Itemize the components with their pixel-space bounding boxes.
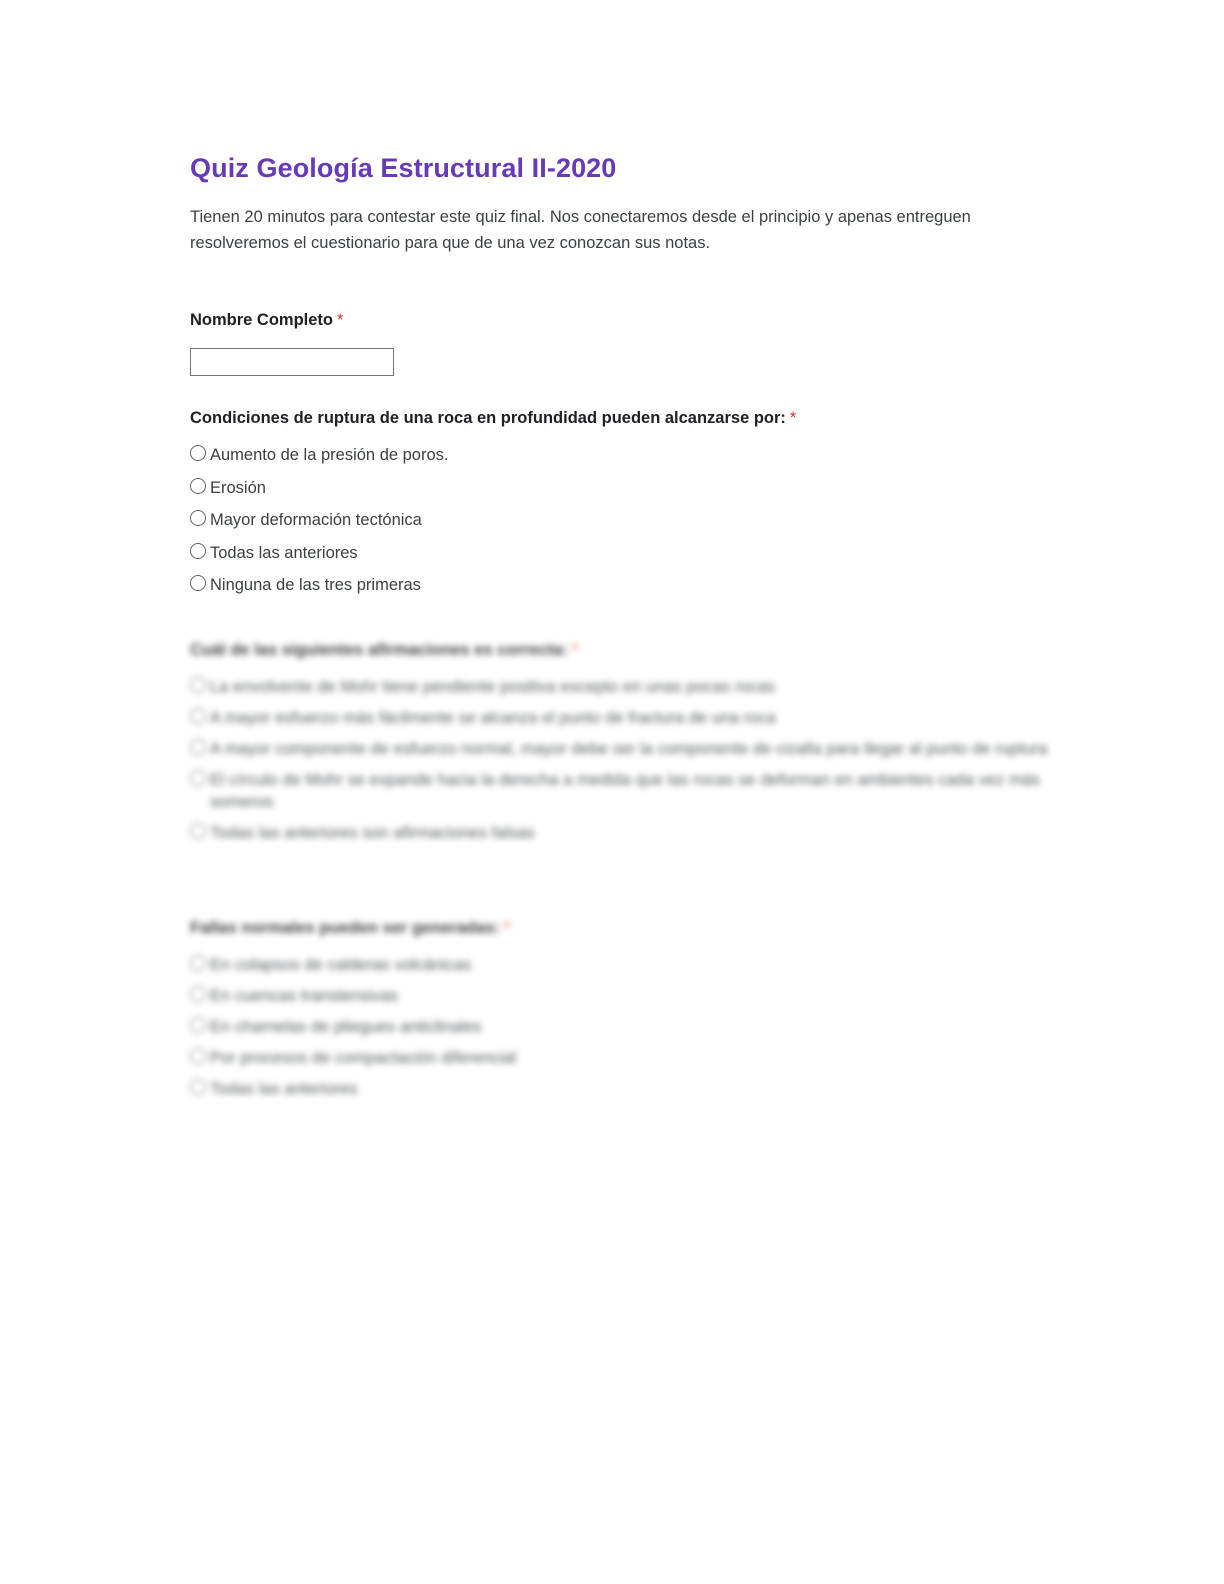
question-title <box>190 308 1060 332</box>
option-label: A mayor componente de esfuerzo normal, mayor debe ser la componente de cizalla para llegar al punto de ruptura <box>210 740 1048 758</box>
radio-group <box>190 676 1060 844</box>
radio-button-icon[interactable] <box>190 1017 206 1033</box>
option-label: El círculo de Mohr se expande hacia la derecha a medida que las rocas se deforman en ambientes cada vez más someros <box>210 771 1041 811</box>
radio-button-icon[interactable] <box>190 478 206 494</box>
option-label: La envolvente de Mohr tiene pendiente positiva excepto en unas pocas rocas <box>210 678 776 696</box>
option-label: Todas las anteriores <box>210 1080 358 1098</box>
full-name-input[interactable] <box>190 348 394 376</box>
radio-group <box>190 444 1060 596</box>
radio-option[interactable] <box>190 1078 1060 1100</box>
radio-option[interactable] <box>190 477 1060 499</box>
quiz-form <box>190 148 1060 1098</box>
radio-option[interactable] <box>190 769 1060 813</box>
radio-group <box>190 954 1060 1100</box>
question-title <box>190 406 1060 430</box>
question-title-text: Cuál de las siguientes afirmaciones es correcta: <box>190 641 568 659</box>
radio-button-icon[interactable] <box>190 1079 206 1095</box>
form-description: Tienen 20 minutos para contestar este quiz final. Nos conectaremos desde el principio y apenas entreguen resolveremos el cuestionario para que de una vez conozcan sus notas. <box>190 208 971 252</box>
radio-button-icon[interactable] <box>190 823 206 839</box>
question-title-text: Fallas normales pueden ser generadas: <box>190 919 500 937</box>
radio-option[interactable] <box>190 954 1060 976</box>
radio-button-icon[interactable] <box>190 770 206 786</box>
radio-button-icon[interactable] <box>190 955 206 971</box>
radio-option[interactable] <box>190 509 1060 531</box>
option-label: Mayor deformación tectónica <box>210 511 422 529</box>
option-label: En colapsos de calderas volcánicas <box>210 956 472 974</box>
radio-button-icon[interactable] <box>190 445 206 461</box>
radio-option[interactable] <box>190 1016 1060 1038</box>
required-asterisk: * <box>789 409 797 427</box>
question-title-text: Condiciones de ruptura de una roca en profundidad pueden alcanzarse por: <box>190 409 786 427</box>
option-label: Aumento de la presión de poros. <box>210 446 449 464</box>
question-title <box>190 638 1060 662</box>
radio-button-icon[interactable] <box>190 677 206 693</box>
radio-button-icon[interactable] <box>190 986 206 1002</box>
question-rock-rupture <box>190 406 1060 607</box>
radio-option[interactable] <box>190 1047 1060 1069</box>
radio-button-icon[interactable] <box>190 708 206 724</box>
radio-option[interactable] <box>190 738 1060 760</box>
option-label: Erosión <box>210 478 266 497</box>
radio-option[interactable] <box>190 542 1060 564</box>
required-asterisk: * <box>337 311 344 329</box>
option-label: A mayor esfuerzo más fácilmente se alcanza el punto de fractura de una roca <box>210 709 776 727</box>
radio-option[interactable] <box>190 985 1060 1007</box>
radio-button-icon[interactable] <box>190 575 206 591</box>
radio-button-icon[interactable] <box>190 543 206 559</box>
radio-option[interactable] <box>190 444 1060 466</box>
question-title-text: Nombre Completo <box>190 311 334 329</box>
radio-button-icon[interactable] <box>190 1048 206 1064</box>
option-label: Ninguna de las tres primeras <box>210 576 421 594</box>
required-asterisk: * <box>571 641 579 659</box>
question-full-name <box>190 308 1060 376</box>
radio-option[interactable] <box>190 822 1060 844</box>
radio-button-icon[interactable] <box>190 510 206 526</box>
option-label: En cuencas transtensivas <box>210 987 399 1005</box>
option-label: Todas las anteriores <box>210 543 358 562</box>
question-title <box>190 916 1060 940</box>
question-normal-faults <box>190 916 1060 1109</box>
form-title: Quiz Geología Estructural II-2020 <box>190 153 617 183</box>
required-asterisk: * <box>503 919 511 937</box>
option-label: Todas las anteriores son afirmaciones falsas <box>210 824 535 842</box>
radio-option[interactable] <box>190 574 1060 596</box>
radio-button-icon[interactable] <box>190 739 206 755</box>
option-label: En charnelas de pliegues anticlinales <box>210 1018 482 1036</box>
radio-option[interactable] <box>190 676 1060 698</box>
question-correct-statement <box>190 638 1060 853</box>
option-label: Por procesos de compactación diferencial <box>210 1049 517 1067</box>
radio-option[interactable] <box>190 707 1060 729</box>
